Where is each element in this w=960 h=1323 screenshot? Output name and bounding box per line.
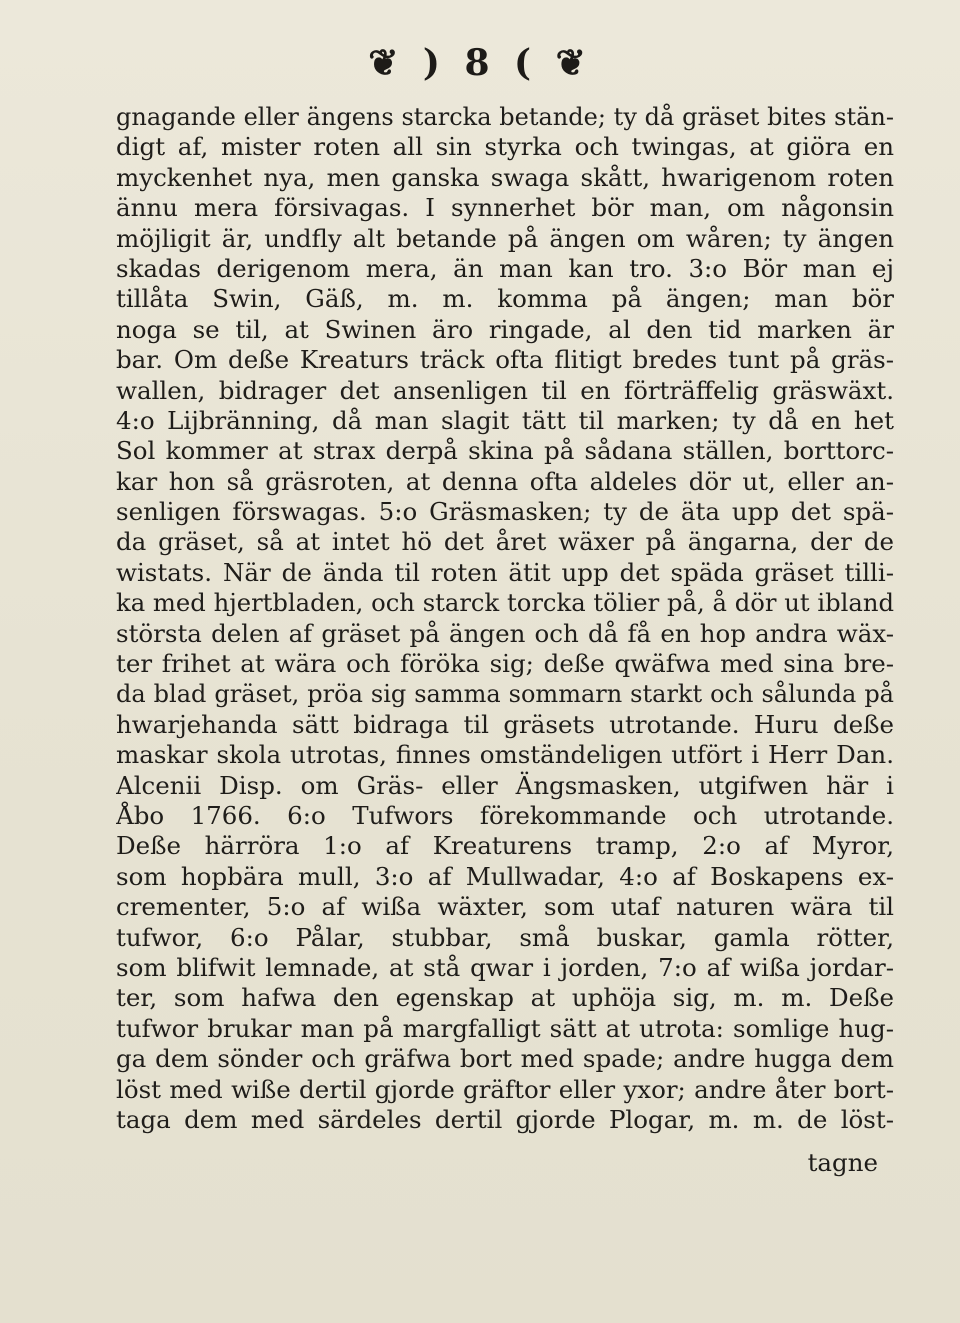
text-line: som blifwit lemnade, at stå qwar i jorden, 7:o af wißa jordar- (116, 952, 894, 982)
text-line: hwarjehanda sätt bidraga til gräsets utrotande. Huru deße (116, 709, 894, 739)
text-line: bar. Om deße Kreaturs träck ofta flitigt bredes tunt på gräs- (116, 345, 894, 375)
text-line: da blad gräset, pröa sig samma sommarn starkt och sålunda på (116, 680, 894, 709)
text-line: digt af, mister roten all sin styrka och twingas, at giöra en (116, 132, 894, 162)
text-line: crementer, 5:o af wißa wäxter, som utaf naturen wära til (116, 892, 894, 922)
text-line: gnagande eller ängens starcka betande; ty då gräset bites stän- (116, 103, 894, 131)
text-line: kar hon så gräsroten, at denna ofta aldeles dör ut, eller an- (116, 466, 894, 496)
text-line: tufwor brukar man på margfalligt sätt at utrota: somlige hug- (116, 1013, 894, 1043)
text-line: skadas derigenom mera, än man kan tro. 3:o Bör man ej (116, 253, 894, 283)
text-line: Alcenii Disp. om Gräs- eller Ängsmasken, utgifwen här i (116, 770, 894, 800)
text-line: wallen, bidrager det ansenligen til en förträffelig gräswäxt. (116, 375, 894, 405)
text-line: Åbo 1766. 6:o Tufwors förekommande och utrotande. (116, 800, 894, 830)
text-line: Deße härröra 1:o af Kreaturens tramp, 2:o af Myror, (116, 831, 894, 861)
text-line: som hopbära mull, 3:o af Mullwadar, 4:o af Boskapens ex- (116, 861, 894, 891)
text-line: ga dem sönder och gräfwa bort med spade; andre hugga dem (116, 1044, 894, 1074)
text-line: ter, som hafwa den egenskap at uphöja sig, m. m. Deße (116, 983, 894, 1013)
text-line: möjligit är, undfly alt betande på ängen om wåren; ty ängen (116, 223, 894, 253)
catchword: tagne (807, 1148, 878, 1177)
text-line: da gräset, så at intet hö det året wäxer på ängarna, der de (116, 527, 894, 557)
text-line: noga se til, at Swinen äro ringade, al den tid marken är (116, 314, 894, 344)
body-text (116, 102, 894, 1135)
text-line: ännu mera försivagas. I synnerhet bör man, om någonsin (116, 193, 894, 223)
text-line: Sol kommer at strax derpå skina på sådana ställen, borttorc- (116, 436, 894, 466)
text-line: tillåta Swin, Gäß, m. m. komma på ängen; man bör (116, 284, 894, 314)
page-header: ❦ ) 8 ( ❦ (368, 42, 592, 84)
text-line: största delen af gräset på ängen och då få en hop andra wäx- (116, 618, 894, 648)
text-line: ka med hjertbladen, och starck torcka tölier på, å dör ut ibland (116, 588, 894, 618)
text-line: wistats. När de ända til roten ätit upp det späda gräset tilli- (116, 557, 894, 587)
text-line: ter frihet at wära och föröka sig; deße qwäfwa med sina bre- (116, 649, 894, 679)
text-line: senligen förswagas. 5:o Gräsmasken; ty de äta upp det spä- (116, 497, 894, 527)
text-line: löst med wiße dertil gjorde gräftor eller yxor; andre åter bort- (116, 1074, 894, 1104)
text-line: tufwor, 6:o Pålar, stubbar, små buskar, gamla rötter, (116, 922, 894, 952)
text-line: myckenhet nya, men ganska swaga skått, hwarigenom roten (116, 162, 894, 192)
text-line: 4:o Lijbränning, då man slagit tätt til marken; ty då en het (116, 405, 894, 435)
text-line: taga dem med särdeles dertil gjorde Plogar, m. m. de löst- (116, 1104, 894, 1134)
text-line: maskar skola utrotas, finnes omständeligen utfört i Herr Dan. (116, 740, 894, 770)
